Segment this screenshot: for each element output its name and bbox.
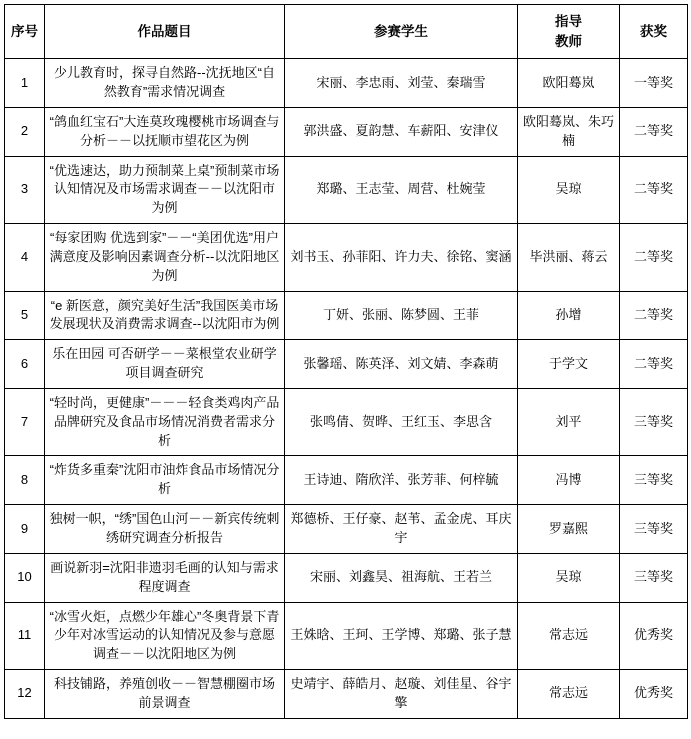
cell-title: “鸽血红宝石”大连莫玫瑰樱桃市场调查与分析－－以抚顺市望花区为例: [45, 107, 285, 156]
cell-teacher: 毕洪丽、蒋云: [518, 224, 620, 292]
cell-no: 2: [5, 107, 45, 156]
cell-teacher: 于学文: [518, 340, 620, 389]
cell-no: 7: [5, 388, 45, 456]
table-row: [5, 388, 688, 456]
table-body: [5, 59, 688, 719]
cell-students: 刘书玉、孙菲阳、许力夫、徐铭、窦涵: [285, 224, 518, 292]
table-row: [5, 553, 688, 602]
cell-title: 少儿教育时，探寻自然路--沈抚地区“自然教育”需求情况调查: [45, 59, 285, 108]
column-header-teacher-line1: 指导: [555, 14, 582, 29]
cell-teacher: 常志远: [518, 670, 620, 719]
cell-title: 乐在田园 可否研学－－菜根堂农业研学项目调查研究: [45, 340, 285, 389]
cell-no: 8: [5, 456, 45, 505]
cell-title: “每家团购 优选到家”－－“美团优选”用户满意度及影响因素调查分析--以沈阳地区为例: [45, 224, 285, 292]
cell-title: 独树一帜，“绣”国色山河－－新宾传统刺绣研究调查分析报告: [45, 505, 285, 554]
cell-students: 郑璐、王志莹、周营、杜婉莹: [285, 156, 518, 224]
cell-teacher: 常志远: [518, 602, 620, 670]
cell-title: “e 新医意，颜究美好生活”我国医美市场发展现状及消费需求调查--以沈阳市为例: [45, 291, 285, 340]
cell-teacher: 吴琼: [518, 553, 620, 602]
cell-students: 张馨瑶、陈英泽、刘文婧、李森萌: [285, 340, 518, 389]
table-row: [5, 602, 688, 670]
cell-teacher: 欧阳蓦岚、朱巧楠: [518, 107, 620, 156]
cell-title: 科技铺路，养殖创收－－智慧棚圈市场前景调查: [45, 670, 285, 719]
table-row: [5, 59, 688, 108]
cell-award: 二等奖: [620, 107, 688, 156]
cell-no: 12: [5, 670, 45, 719]
column-header-title: 作品题目: [45, 5, 285, 59]
cell-award: 二等奖: [620, 291, 688, 340]
column-header-teacher-line2: 教师: [555, 33, 582, 49]
column-header-students: 参赛学生: [285, 5, 518, 59]
cell-students: 宋丽、刘鑫昊、祖海航、王若兰: [285, 553, 518, 602]
cell-students: 王诗迪、隋欣洋、张芳菲、何梓毓: [285, 456, 518, 505]
cell-students: 郭洪盛、夏韵慧、车薪阳、安津仪: [285, 107, 518, 156]
table-header-row: [5, 5, 688, 59]
cell-no: 9: [5, 505, 45, 554]
award-table: [4, 4, 688, 719]
table-header: [5, 5, 688, 59]
table-row: [5, 107, 688, 156]
cell-award: 一等奖: [620, 59, 688, 108]
cell-title: “优选速达，助力预制菜上桌”预制菜市场认知情况及市场需求调查－－以沈阳市为例: [45, 156, 285, 224]
cell-teacher: 欧阳蓦岚: [518, 59, 620, 108]
cell-students: 郑德桥、王仔豪、赵苇、孟金虎、耳庆宇: [285, 505, 518, 554]
table-row: [5, 505, 688, 554]
cell-title: “炸货多重秦”沈阳市油炸食品市场情况分析: [45, 456, 285, 505]
cell-award: 优秀奖: [620, 602, 688, 670]
cell-teacher: 吴琼: [518, 156, 620, 224]
table-row: [5, 670, 688, 719]
cell-students: 张鸣倩、贺晔、王红玉、李思含: [285, 388, 518, 456]
cell-title: 画说新羽=沈阳非遗羽毛画的认知与需求程度调查: [45, 553, 285, 602]
cell-teacher: 刘平: [518, 388, 620, 456]
cell-no: 5: [5, 291, 45, 340]
cell-award: 优秀奖: [620, 670, 688, 719]
cell-students: 王姝晗、王珂、王学博、郑璐、张子慧: [285, 602, 518, 670]
cell-no: 1: [5, 59, 45, 108]
cell-title: “轻时尚，更健康”－－－轻食类鸡肉产品品牌研究及食品市场情况消费者需求分析: [45, 388, 285, 456]
cell-award: 二等奖: [620, 156, 688, 224]
column-header-no: 序号: [5, 5, 45, 59]
cell-teacher: 冯博: [518, 456, 620, 505]
cell-no: 11: [5, 602, 45, 670]
cell-award: 三等奖: [620, 505, 688, 554]
cell-no: 3: [5, 156, 45, 224]
cell-award: 二等奖: [620, 340, 688, 389]
table-row: [5, 340, 688, 389]
column-header-award: 获奖: [620, 5, 688, 59]
cell-students: 宋丽、李忠雨、刘莹、秦瑞雪: [285, 59, 518, 108]
cell-award: 二等奖: [620, 224, 688, 292]
column-header-teacher: [518, 5, 620, 59]
cell-students: 史靖宇、薛皓月、赵璇、刘佳星、谷宇擎: [285, 670, 518, 719]
cell-title: “冰雪火炬，点燃少年雄心”冬奥背景下青少年对冰雪运动的认知情况及参与意愿调查－－以沈阳地区为例: [45, 602, 285, 670]
cell-no: 4: [5, 224, 45, 292]
cell-teacher: 孙增: [518, 291, 620, 340]
cell-students: 丁妍、张丽、陈梦圆、王菲: [285, 291, 518, 340]
cell-no: 10: [5, 553, 45, 602]
table-row: [5, 224, 688, 292]
cell-award: 三等奖: [620, 553, 688, 602]
table-row: [5, 156, 688, 224]
cell-award: 三等奖: [620, 456, 688, 505]
cell-award: 三等奖: [620, 388, 688, 456]
table-row: [5, 291, 688, 340]
cell-teacher: 罗嘉熙: [518, 505, 620, 554]
table-row: [5, 456, 688, 505]
cell-no: 6: [5, 340, 45, 389]
